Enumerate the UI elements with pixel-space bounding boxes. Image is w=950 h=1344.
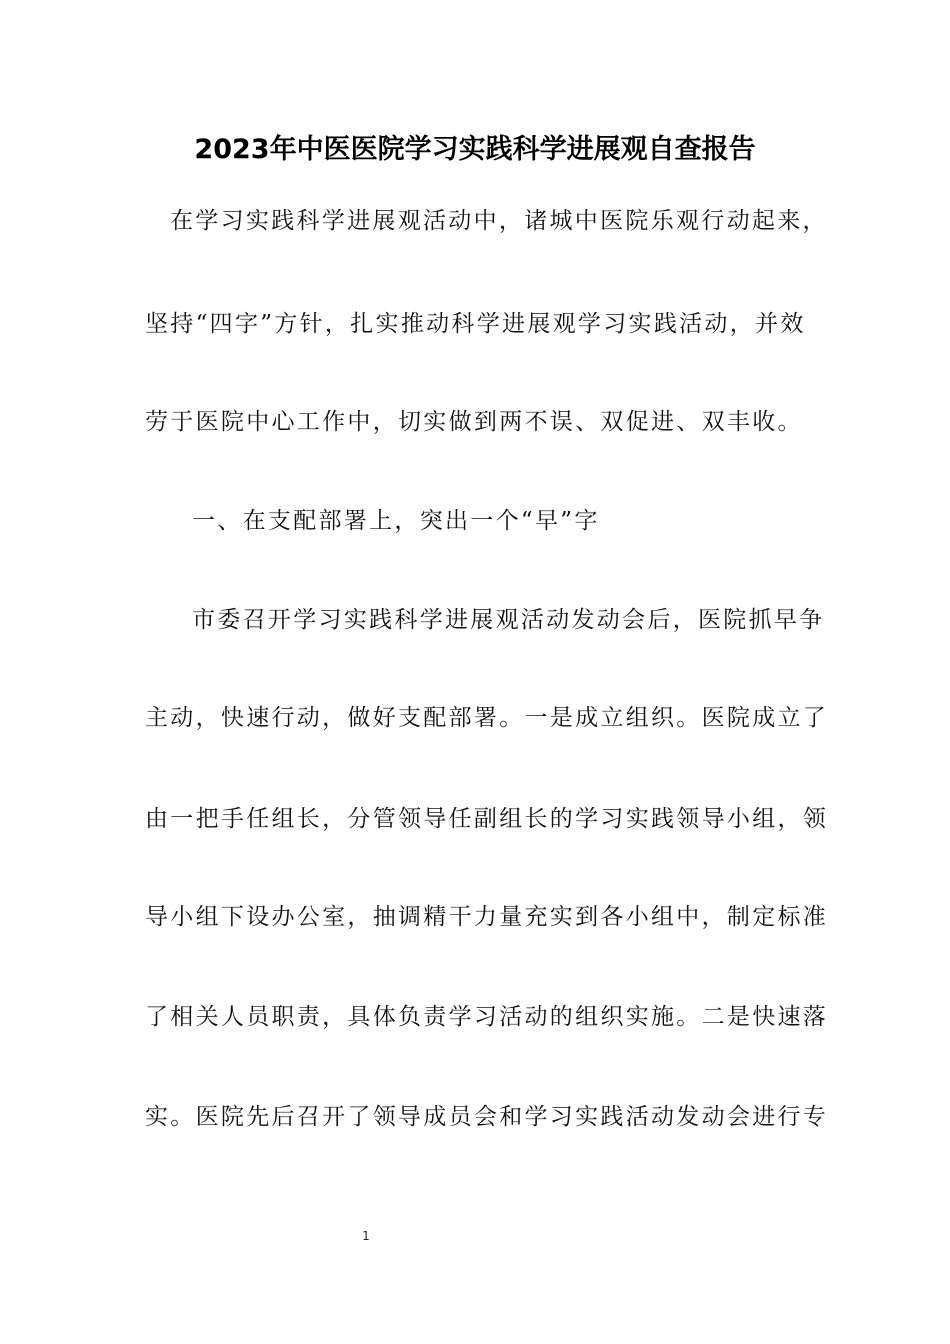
- paragraph-line: 导小组下设办公室，抽调精干力量充实到各小组中，制定标准: [145, 904, 829, 930]
- paragraph-line: 实。医院先后召开了领导成员会和学习实践活动发动会进行专: [145, 1104, 829, 1130]
- page-number: 1: [362, 1229, 370, 1243]
- paragraph-line: 劳于医院中心工作中，切实做到两不误、双促进、双丰收。: [145, 409, 803, 435]
- paragraph-line: 在学习实践科学进展观活动中，诸城中医院乐观行动起来，: [170, 208, 828, 234]
- paragraph-line: 市委召开学习实践科学进展观活动发动会后，医院抓早争: [192, 607, 825, 633]
- paragraph-line: 主动，快速行动，做好支配部署。一是成立组织。医院成立了: [145, 705, 829, 731]
- paragraph-line: 由一把手任组长，分管领导任副组长的学习实践领导小组，领: [145, 806, 829, 832]
- paragraph-line: 了相关人员职责，具体负责学习活动的组织实施。二是快速落: [145, 1004, 829, 1030]
- document-title: 2023年中医医院学习实践科学进展观自查报告: [194, 134, 756, 165]
- paragraph-line: 坚持“四字”方针，扎实推动科学进展观学习实践活动，并效: [145, 311, 806, 337]
- section-heading: 一、在支配部署上，突出一个“早”字: [192, 508, 600, 534]
